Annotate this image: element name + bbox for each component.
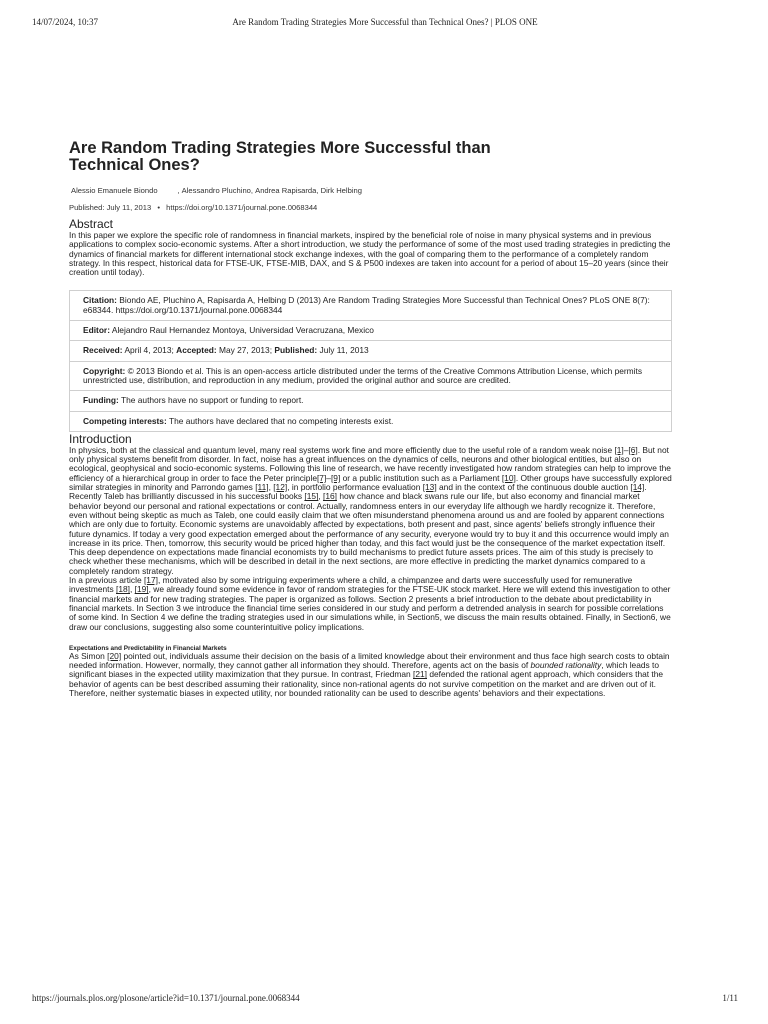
- text-span: and in the context of the continuous double auction: [436, 482, 631, 493]
- article-info-box: [69, 290, 672, 431]
- text-span: In a previous article: [69, 575, 144, 586]
- copyright-label: Copyright:: [83, 365, 126, 376]
- print-datetime: 14/07/2024, 10:37: [32, 17, 99, 27]
- published-date: Published: July 11, 2013: [69, 203, 152, 212]
- editor-text: Alejandro Raul Hernandez Montoya, Universidad Veracruzana, Mexico: [111, 325, 374, 336]
- abstract-text: In this paper we explore the specific role of randomness in financial markets, inspired by the beneficial role of noise in many physical systems and in previous applications to complex socio-economic systems. After a short introduction, we study the performance of some of the most used trading strategies in predicting the dynamics of financial markets for different international stock exchange indexes, with the goal of comparing them to the performance of a completely random strategy. In this respect, historical data for FTSE-UK, FTSE-MIB, DAX, and S & P500 indexes are taken into account for a period of about 15–20 years (since their creation until today).: [69, 230, 671, 278]
- text-span: . Other groups have successfully explored similar strategies in minority and Parrondo games: [69, 472, 672, 493]
- copyright-row: [70, 362, 671, 392]
- reference-link[interactable]: [13]: [422, 482, 437, 493]
- abstract-heading: Abstract: [69, 217, 114, 231]
- published-text: July 11, 2013: [319, 345, 369, 356]
- author-separator: ,: [316, 186, 321, 195]
- author-link[interactable]: Dirk Helbing: [320, 186, 362, 195]
- reference-link[interactable]: [12]: [273, 482, 288, 493]
- reference-link[interactable]: [10]: [501, 472, 516, 483]
- text-span: In physics, both at the classical and quantum level, many real systems work fine and more efficiently due to the useful role of a random weak noise: [69, 444, 615, 455]
- reference-link[interactable]: [6]: [628, 444, 638, 455]
- author-link[interactable]: Alessio Emanuele Biondo: [71, 186, 158, 195]
- text-span: As Simon: [69, 650, 108, 661]
- text-span: , we already found some evidence in favor of random strategies for the FTSE-UK stock market. Here we will extend this investigation to other financial markets and for new trading strategies. The paper is organized as follows. Section 2 presents a brief introduction to the debate about predictability in financial markets. In Section 3 we introduce the financial time series considered in our study and perform a detrended analysis in search for possible correlations of some kind. In Section 4 we define the trading strategies used in our simulations while, in Section5, we discuss the main results obtained. Finally, in Section6, we draw our conclusions, suggesting also some counterintuitive policy implications.: [69, 584, 671, 632]
- author-separator: ,: [177, 186, 180, 195]
- print-url: https://journals.plos.org/plosone/article?id=10.1371/journal.pone.0068344: [32, 993, 300, 1003]
- received-text: April 4, 2013;: [124, 345, 174, 356]
- author-link[interactable]: Alessandro Pluchino: [181, 186, 251, 195]
- bullet-separator: •: [157, 203, 160, 212]
- section-2-paragraph-1: [69, 652, 672, 698]
- dates-row: [70, 341, 671, 361]
- accepted-text: May 27, 2013;: [218, 345, 273, 356]
- text-span: or a public institution such as a Parliament: [340, 472, 502, 483]
- print-page-title: Are Random Trading Strategies More Successful than Technical Ones? | PLOS ONE: [232, 17, 538, 27]
- reference-link[interactable]: [15]: [304, 491, 319, 502]
- reference-link[interactable]: [19]: [134, 584, 149, 595]
- article-title: Are Random Trading Strategies More Successful than Technical Ones?: [69, 139, 491, 174]
- intro-paragraph-2: [69, 492, 672, 576]
- reference-link[interactable]: [20]: [107, 650, 122, 661]
- text-span: pointed out, individuals assume their decision on the basis of a limited knowledge about their environment and thus face high search costs to obtain needed information. However, normally, they cannot gather all information they should. Therefore, agents act on the basis of: [69, 650, 670, 671]
- reference-link[interactable]: [16]: [323, 491, 338, 502]
- emphasis-text: bounded rationality: [530, 660, 602, 671]
- funding-label: Funding:: [83, 395, 119, 406]
- received-label: Received:: [83, 345, 123, 356]
- competing-text: The authors have declared that no competing interests exist.: [168, 415, 394, 426]
- text-span: ,: [130, 584, 135, 595]
- reference-link[interactable]: [9]: [330, 472, 341, 483]
- print-footer: [32, 993, 738, 1003]
- text-span: , in portfolio performance evaluation: [287, 482, 423, 493]
- citation-row: [70, 291, 671, 321]
- reference-link[interactable]: [17]: [143, 575, 158, 586]
- editor-row: [70, 321, 671, 341]
- text-span: . But not only physical systems benefit from disorder. In fact, noise has a great influences on the dynamics of cells, neurons and other biological entities, but also on ecological, geophysical and socio-economic systems. Following this line of research, we have recently investigated how random strategies can help to improve the efficiency of a hierarchical group in order to face the Peter principle: [69, 444, 671, 483]
- article-content: [69, 140, 672, 698]
- citation-label: Citation:: [83, 295, 117, 306]
- editor-label: Editor:: [83, 325, 110, 336]
- print-page-number: 1/11: [722, 993, 738, 1003]
- text-span: , motivated also by some intriguing experiments where a child, a chimpanzee and darts were successfully used for remunerative investments: [69, 575, 633, 595]
- intro-paragraph-1: [69, 446, 672, 492]
- reference-link[interactable]: [7]: [316, 472, 327, 483]
- text-span: Recently Taleb has brilliantly discussed in his successful books: [69, 491, 305, 502]
- text-span: .: [644, 482, 647, 493]
- text-span: ,: [318, 491, 324, 502]
- intro-paragraph-3: [69, 576, 672, 632]
- text-span: –: [326, 472, 331, 483]
- reference-link[interactable]: [14]: [630, 482, 645, 493]
- funding-text: The authors have no support or funding to report.: [121, 395, 304, 406]
- funding-row: [70, 391, 671, 411]
- author-separator: ,: [250, 186, 256, 195]
- reference-link[interactable]: [1]: [614, 444, 624, 455]
- reference-link[interactable]: [11]: [255, 482, 269, 493]
- publication-line: [69, 203, 672, 212]
- competing-interests-row: [70, 412, 671, 431]
- introduction-heading: Introduction: [69, 431, 132, 446]
- accepted-label: Accepted:: [176, 345, 217, 356]
- print-header: [32, 17, 738, 27]
- text-span: , which leads to significant biases in the expected utility maximization that they pursue. In contrast, Friedman: [69, 660, 660, 680]
- reference-link[interactable]: [18]: [116, 584, 130, 595]
- competing-label: Competing interests:: [83, 415, 167, 426]
- section-2-heading: Expectations and Predictability in Financial Markets: [69, 644, 227, 652]
- author-list: [69, 186, 672, 195]
- reference-link[interactable]: [21]: [413, 669, 427, 680]
- doi-link[interactable]: https://doi.org/10.1371/journal.pone.0068344: [166, 203, 318, 212]
- citation-text: Biondo AE, Pluchino A, Rapisarda A, Helbing D (2013) Are Random Trading Strategies More Successful than Technical Ones? PLoS ONE 8(7): e68344. https://doi.org/10.1371/journal.pone.0068344: [83, 295, 650, 315]
- author-link[interactable]: Andrea Rapisarda: [255, 186, 317, 195]
- copyright-text: © 2013 Biondo et al. This is an open-access article distributed under the terms of the Creative Commons Attribution License, which permits unrestricted use, distribution, and reproduction in any medium, provided the original author and source are credited.: [83, 365, 643, 385]
- published-label: Published:: [274, 345, 318, 356]
- text-span: –: [623, 444, 629, 455]
- text-span: defended the rational agent approach, which considers that the behavior of agents can be best described assuming their rationality, since non-rational agents do not survive competition on the market and are driven out of it. Therefore, neither systematic biases in expected utility, nor bounded rationality can be used to describe agents' behaviors and their expectations.: [69, 669, 664, 698]
- text-span: ,: [268, 482, 274, 493]
- text-span: how chance and black swans rule our life, but also economy and financial market behavior beyond our personal and rational expectations or control. Actually, randomness enters in our everyday life although we hardly recognize it. Therefore, even without being skeptic as much as Taleb, one could easily claim that we often misunderstand phenomena around us and are fooled by apparent connections which are only due to fortuity. Economic systems are unavoidably affected by expectations, both present and past, since agents' beliefs strongly influence their future dynamics. If today a very good expectation emerged about the performance of any security, everyone would try to buy it and this occurrence would imply an increase in its price. Then, tomorrow, this security would be priced higher than today, and this fact would just be the consequence of the market expectation itself. This deep dependence on expectations made financial economists try to build mechanisms to predict future assets prices. The aim of this study is precisely to check whether these mechanisms, which will be described in detail in the next sections, are more effective in predicting the market dynamics compared to a completely random strategy.: [69, 491, 669, 576]
